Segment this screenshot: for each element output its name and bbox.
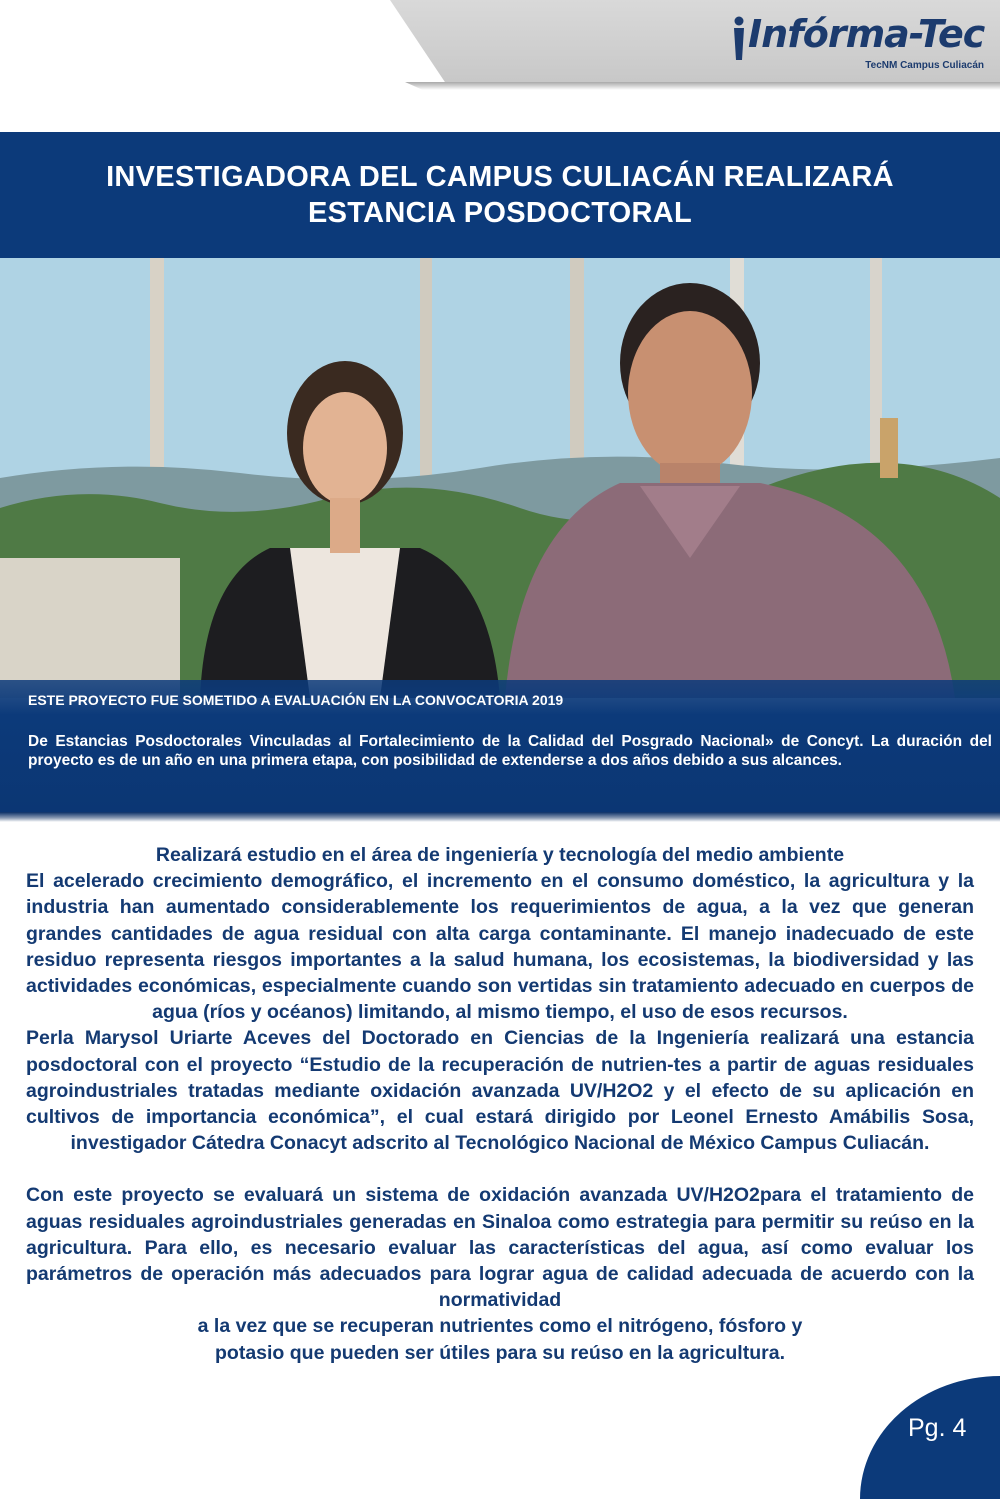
article-paragraph-2: Perla Marysol Uriarte Aceves del Doctorado en Ciencias de la Ingeniería realizará una estancia posdoctoral con el proyecto “Estudio de la recuperación de nutrien-tes a partir de aguas residuales agroindustriales tratadas mediante oxidación avanzada UV/H2O2 y el efecto de su aplicación en cultivos de importancia económica”, el cual estará dirigido por Leonel Ernesto Amábilis Sosa, investigador Cátedra Conacyt adscrito al Tecnológico Nacional de México Campus Culiacán. [26,1027,974,1155]
article-paragraph-1: El acelerado crecimiento demográfico, el incremento en el consumo doméstico, la agricultura y la industria han aumentado considerablemente los requerimientos de agua, a la vez que generan grandes cantidades de agua residual con alta carga contaminante. El manejo inadecuado de este residuo representa riesgos importantes a la salud humana, los ecosistemas, la biodiversidad y las actividades económicas, especialmente cuando son vertidas sin tratamiento adecuado en cuerpos de agua (ríos y océanos) limitando, al mismo tiempo, el uso de esos recursos. [26,870,974,1024]
article-paragraph-3-line-2: a la vez que se recuperan nutrientes como el nitrógeno, fósforo y [197,1315,803,1338]
title-line-1: INVESTIGADORA DEL CAMPUS CULIACÁN REALIZARÁ [106,161,894,193]
person-logo-icon [730,16,748,60]
photo-illustration [0,258,1000,698]
article-body [26,842,974,1366]
page-title [50,159,950,231]
caption-body: De Estancias Posdoctorales Vinculadas al Fortalecimiento de la Calidad del Posgrado Nacional» de Concyt. La duración del proyecto es de un año en una primera etapa, con posibilidad de extenderse a dos años debido a sus alcances. [28,733,992,769]
article-paragraph-3-line-3: potasio que pueden ser útiles para su reúso en la agricultura. [215,1341,785,1364]
page-number: Pg. 4 [908,1414,967,1442]
title-bar [0,132,1000,258]
article-photo [0,258,1000,698]
informa-tec-logo [728,8,990,74]
caption-heading: ESTE PROYECTO FUE SOMETIDO A EVALUACIÓN EN LA CONVOCATORIA 2019 [28,692,564,708]
logo-wordmark: Infórma-Tec [748,12,985,56]
paragraph-spacer [26,1156,974,1182]
title-line-2: ESTANCIA POSDOCTORAL [307,197,693,229]
caption-band-shadow [0,812,1000,822]
logo-subtitle: TecNM Campus Culiacán [865,60,984,71]
article-paragraph-3: Con este proyecto se evaluará un sistema de oxidación avanzada UV/H2O2para el tratamiento de aguas residuales agroindustriales generadas en Sinaloa como estrategia para permitir su reúso en la agricultura. Para ello, es necesario evaluar las características del agua, así como evaluar los parámetros de operación más adecuados para lograr agua de calidad adecuada de acuerdo con la normatividad [26,1184,974,1312]
header-shadow [405,82,1000,90]
article-subheading: Realizará estudio en el área de ingeniería y tecnología del medio ambiente [155,844,845,866]
